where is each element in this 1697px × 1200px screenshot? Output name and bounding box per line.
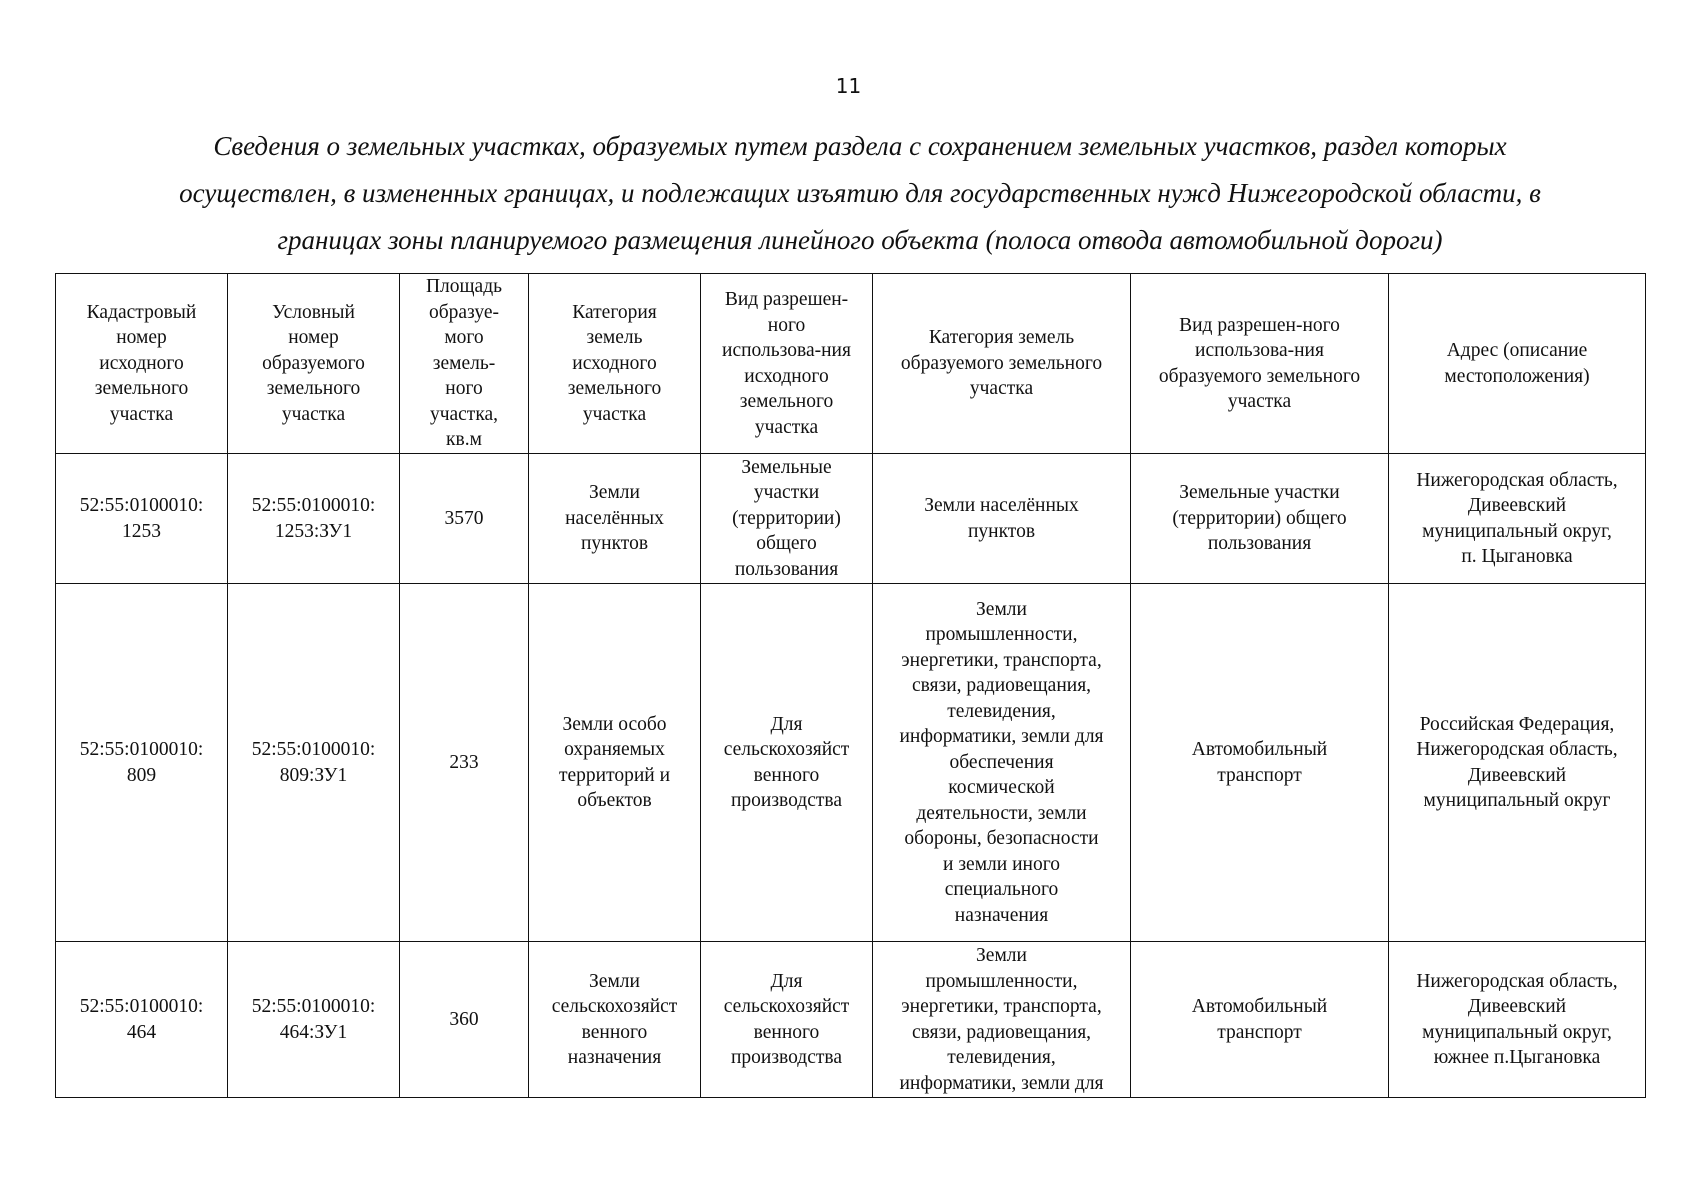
header-conditional-number: Условный номер образуемого земельного участка: [228, 274, 400, 454]
header-source-permitted-use: Вид разрешен- ного использова-ния исходного земельного участка: [701, 274, 873, 454]
cell-source-category: Земли особо охраняемых территорий и объектов: [529, 584, 701, 942]
cell-cadastral-number: 52:55:0100010: 464: [56, 942, 228, 1098]
cell-new-permitted-use: Автомобильный транспорт: [1131, 584, 1389, 942]
cell-new-category: Земли населённых пунктов: [873, 454, 1131, 584]
table-row: [56, 584, 1646, 942]
table-header-row: [56, 274, 1646, 454]
header-new-category: Категория земель образуемого земельного участка: [873, 274, 1131, 454]
cell-address: Нижегородская область, Дивеевский муниципальный округ, п. Цыгановка: [1389, 454, 1646, 584]
cell-source-permitted-use: Для сельскохозяйст венного производства: [701, 942, 873, 1098]
cell-area: 233: [400, 584, 529, 942]
cell-area: 360: [400, 942, 529, 1098]
cell-conditional-number: 52:55:0100010: 1253:ЗУ1: [228, 454, 400, 584]
land-plots-table: [55, 273, 1646, 1098]
table-row: [56, 454, 1646, 584]
cell-new-permitted-use: Автомобильный транспорт: [1131, 942, 1389, 1098]
header-address: Адрес (описание местоположения): [1389, 274, 1646, 454]
cell-cadastral-number: 52:55:0100010: 1253: [56, 454, 228, 584]
document-title: [110, 123, 1610, 264]
page-number: 11: [835, 74, 862, 98]
cell-source-category: Земли населённых пунктов: [529, 454, 701, 584]
cell-source-permitted-use: Земельные участки (территории) общего пользования: [701, 454, 873, 584]
cell-cadastral-number: 52:55:0100010: 809: [56, 584, 228, 942]
cell-new-permitted-use: Земельные участки (территории) общего пользования: [1131, 454, 1389, 584]
title-line-1: Сведения о земельных участках, образуемых путем раздела с сохранением земельных участков, раздел которых: [213, 131, 1507, 161]
header-cadastral-number: Кадастровый номер исходного земельного участка: [56, 274, 228, 454]
title-line-3: границах зоны планируемого размещения линейного объекта (полоса отвода автомобильной дороги): [277, 225, 1443, 255]
header-new-permitted-use: Вид разрешен-ного использова-ния образуемого земельного участка: [1131, 274, 1389, 454]
cell-source-category: Земли сельскохозяйст венного назначения: [529, 942, 701, 1098]
header-source-category: Категория земель исходного земельного участка: [529, 274, 701, 454]
title-line-2: осуществлен, в измененных границах, и подлежащих изъятию для государственных нужд Нижегородской области, в: [179, 178, 1541, 208]
cell-address: Российская Федерация, Нижегородская область, Дивеевский муниципальный округ: [1389, 584, 1646, 942]
table-row: [56, 942, 1646, 1098]
cell-new-category: Земли промышленности, энергетики, транспорта, связи, радиовещания, телевидения, информатики, земли для обеспечения космической деятельности, земли обороны, безопасности и земли иного специального назначения: [873, 584, 1131, 942]
cell-conditional-number: 52:55:0100010: 464:ЗУ1: [228, 942, 400, 1098]
cell-address: Нижегородская область, Дивеевский муниципальный округ, южнее п.Цыгановка: [1389, 942, 1646, 1098]
cell-area: 3570: [400, 454, 529, 584]
header-area: Площадь образуе- мого земель- ного участка, кв.м: [400, 274, 529, 454]
cell-conditional-number: 52:55:0100010: 809:ЗУ1: [228, 584, 400, 942]
cell-source-permitted-use: Для сельскохозяйст венного производства: [701, 584, 873, 942]
cell-new-category: Земли промышленности, энергетики, транспорта, связи, радиовещания, телевидения, информатики, земли для: [873, 942, 1131, 1098]
